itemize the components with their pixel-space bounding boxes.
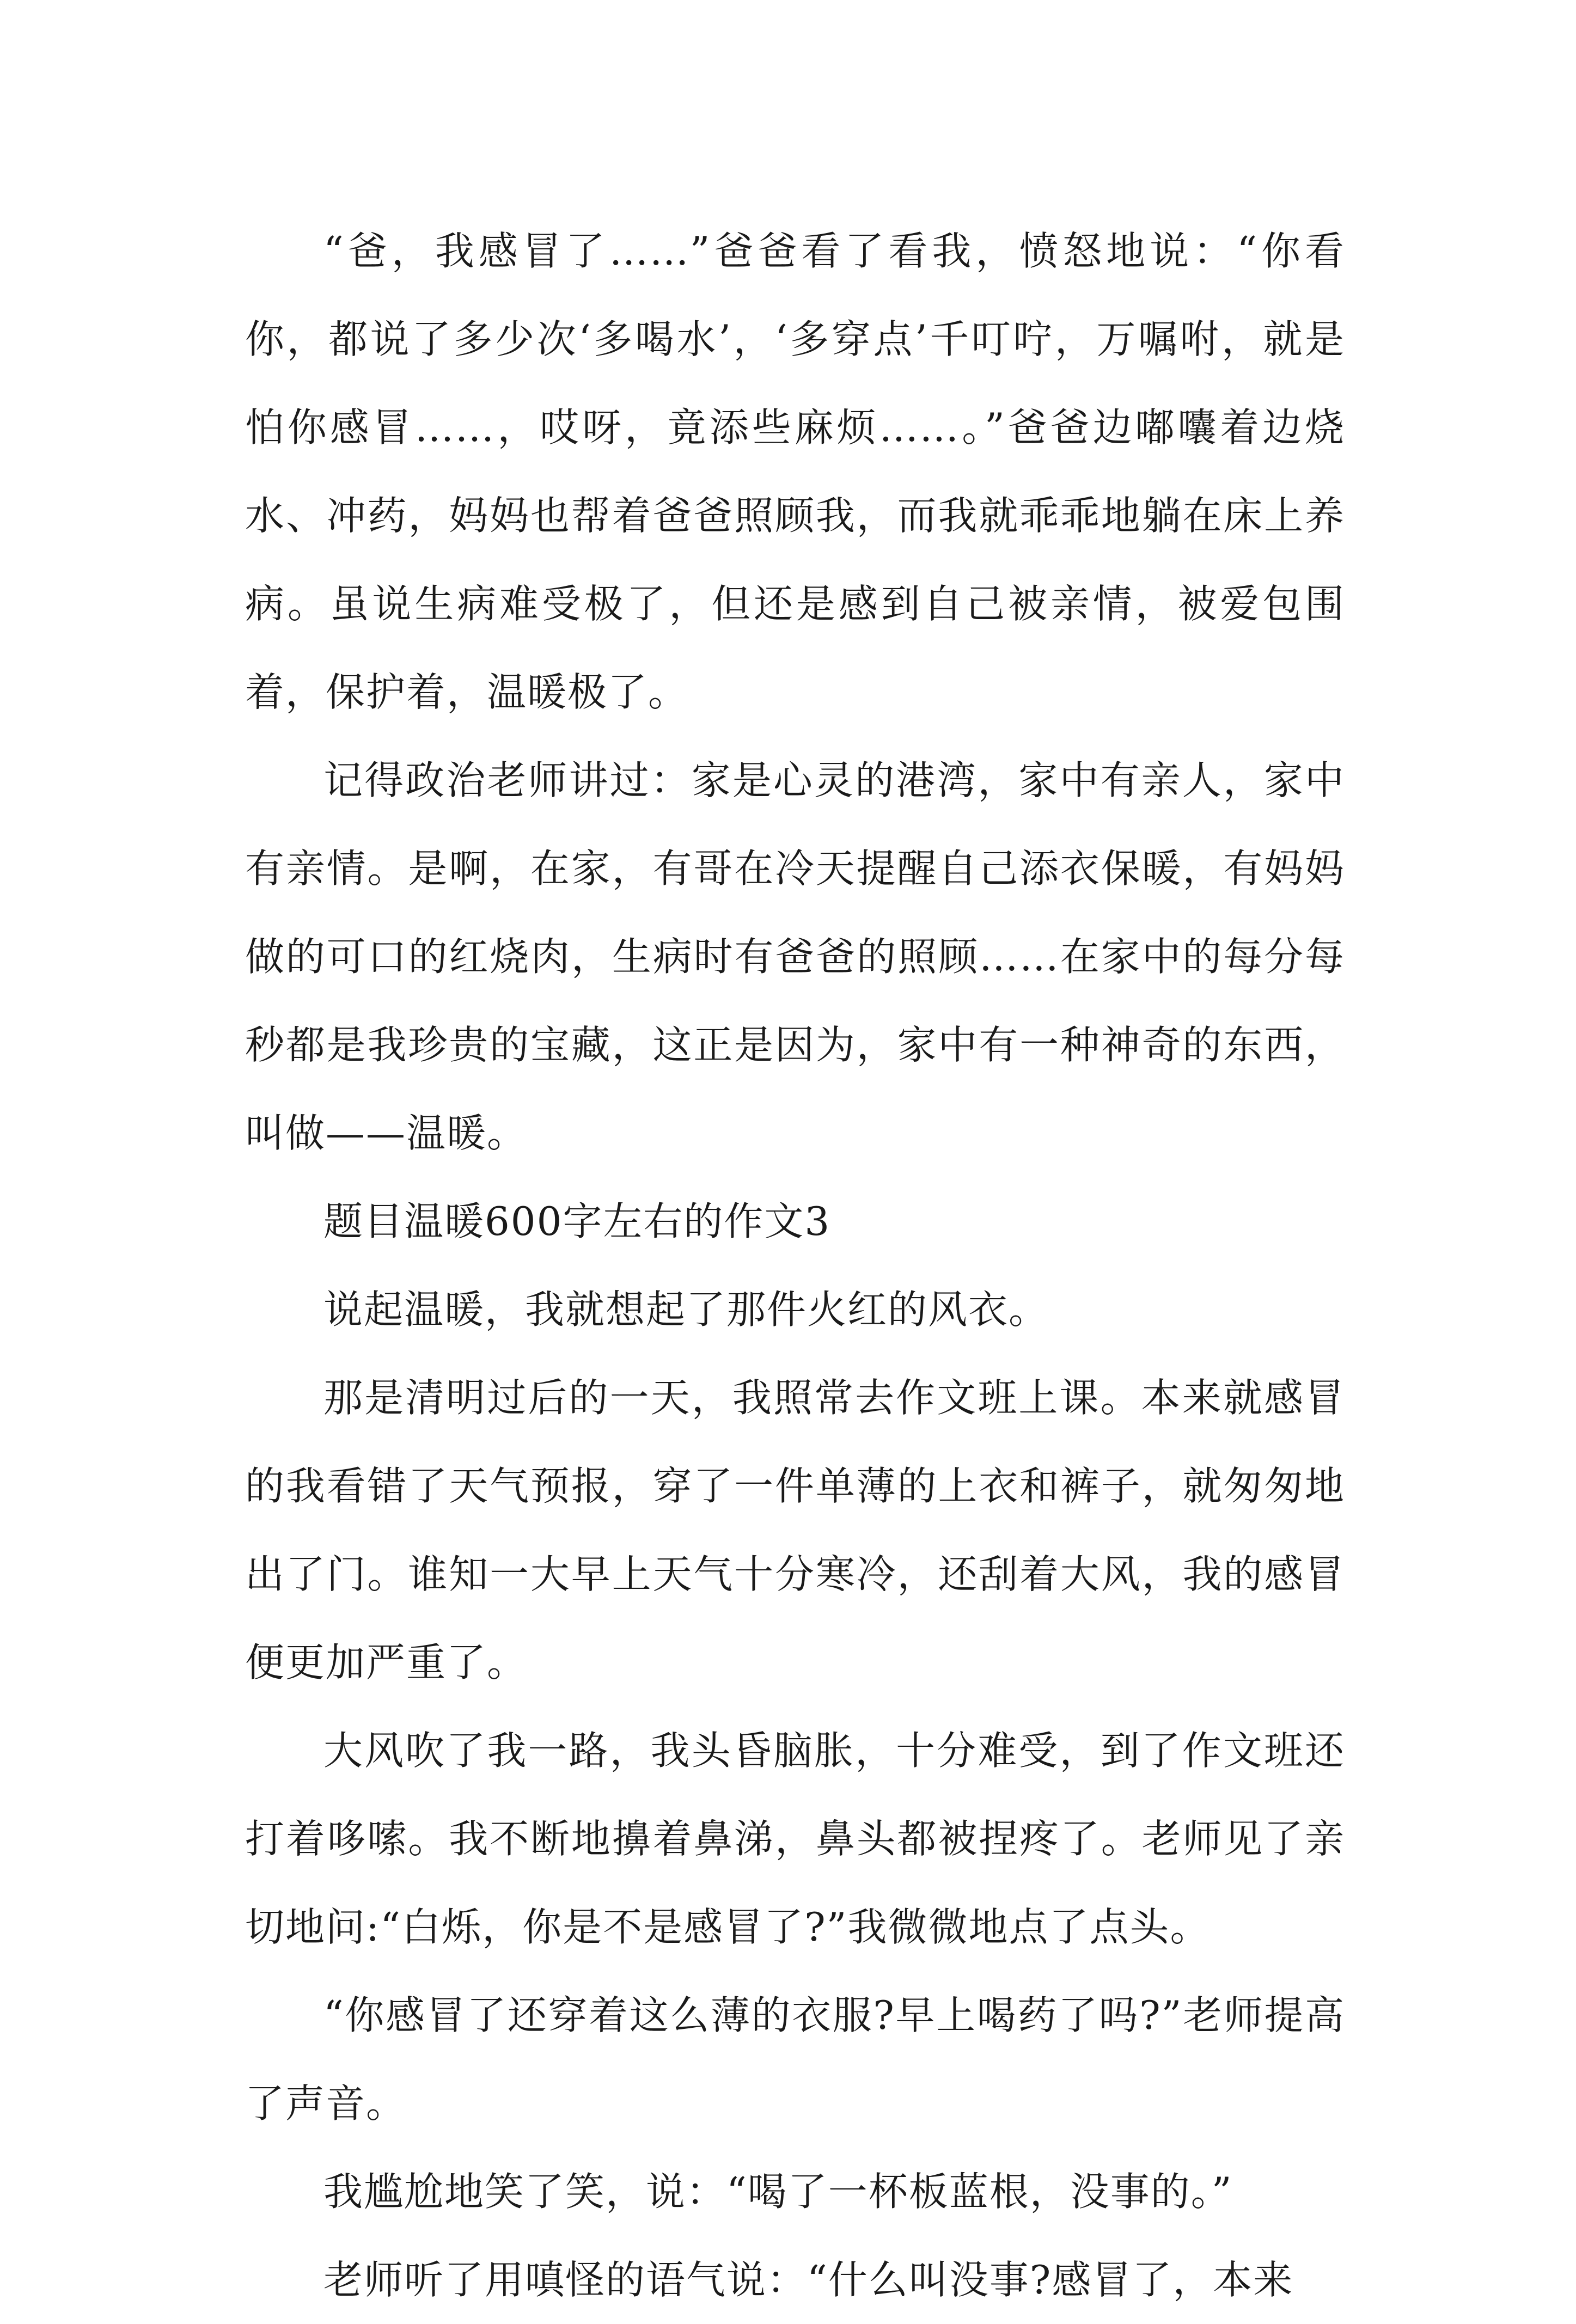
paragraph-teacher-scold: 老师听了用嗔怪的语气说：“什么叫没事?感冒了，本来 xyxy=(323,2257,1294,2303)
paragraph-red-coat: 说起温暖，我就想起了那件火红的风衣。 xyxy=(323,1287,1049,1332)
paragraph-teacher-question: “你感冒了还穿着这么薄的衣服?早上喝药了吗?”老师提高了声音。 xyxy=(245,1992,1345,2126)
essay-title-3: 题目温暖600字左右的作文3 xyxy=(323,1198,831,1244)
paragraph-home-warmth: 记得政治老师讲过：家是心灵的港湾，家中有亲人，家中有亲情。是啊，在家，有哥在冷天提醒自己添衣保暖，有妈妈做的可口的红烧肉，生病时有爸爸的照顾……在家中的每分每秒都是我珍贵的宝藏，这正是因为，家中有一种神奇的东西，叫做——温暖。 xyxy=(245,757,1345,1156)
document-body xyxy=(245,207,1345,2324)
paragraph-awkward-smile: 我尴尬地笑了笑，说：“喝了一杯板蓝根，没事的。” xyxy=(323,2169,1233,2215)
paragraph-qingming-day: 那是清明过后的一天，我照常去作文班上课。本来就感冒的我看错了天气预报，穿了一件单薄的上衣和裤子，就匆匆地出了门。谁知一大早上天气十分寒冷，还刮着大风，我的感冒便更加严重了。 xyxy=(245,1375,1345,1685)
paragraph-dad-cold: “爸，我感冒了……”爸爸看了看我，愤怒地说：“你看你，都说了多少次‘多喝水’，‘多穿点’千叮咛，万嘱咐，就是怕你感冒……，哎呀，竟添些麻烦……。”爸爸边嘟囔着边烧水、冲药，妈妈也帮着爸爸照顾我，而我就乖乖地躺在床上养病。虽说生病难受极了，但还是感到自己被亲情，被爱包围着，保护着，温暖极了。 xyxy=(245,228,1345,715)
paragraph-windy-road: 大风吹了我一路，我头昏脑胀，十分难受，到了作文班还打着哆嗦。我不断地擤着鼻涕，鼻头都被捏疼了。老师见了亲切地问:“白烁，你是不是感冒了?”我微微地点了点头。 xyxy=(245,1728,1345,1950)
